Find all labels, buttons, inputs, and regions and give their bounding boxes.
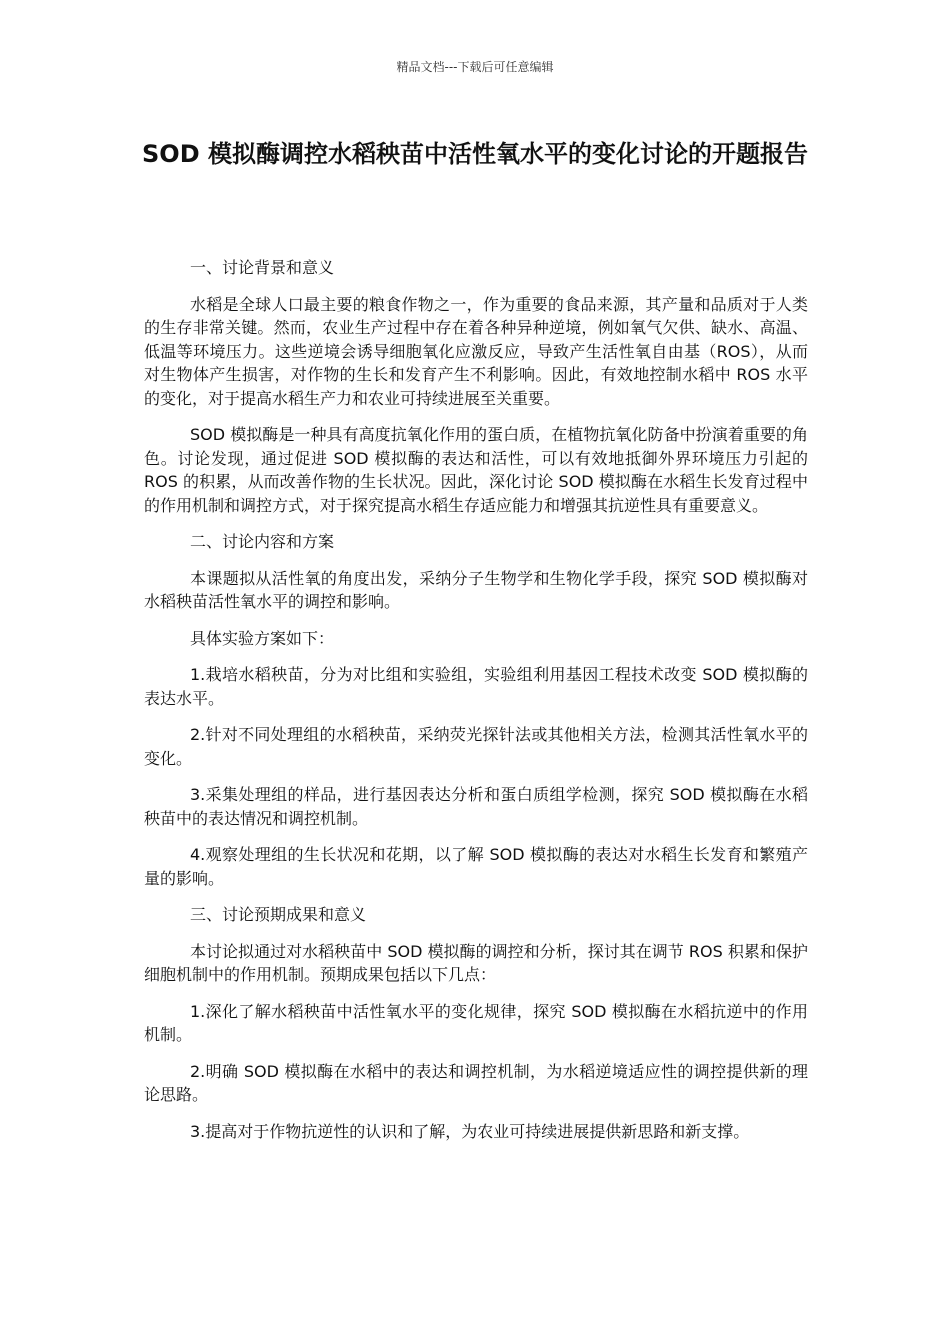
header-note: 精品文档---下载后可任意编辑 bbox=[396, 60, 554, 74]
list-item: 3.采集处理组的样品，进行基因表达分析和蛋白质组学检测，探究 SOD 模拟酶在水稻秧苗中的表达情况和调控机制。 bbox=[144, 785, 808, 828]
paragraph: 具体实验方案如下： bbox=[190, 628, 335, 648]
paragraph: 本课题拟从活性氧的角度出发，采纳分子生物学和生物化学手段，探究 SOD 模拟酶对水稻秧苗活性氧水平的调控和影响。 bbox=[144, 568, 808, 611]
list-item: 1.深化了解水稻秧苗中活性氧水平的变化规律，探究 SOD 模拟酶在水稻抗逆中的作用机制。 bbox=[144, 1001, 808, 1044]
list-item: 4.观察处理组的生长状况和花期，以了解 SOD 模拟酶的表达对水稻生长发育和繁殖产量的影响。 bbox=[144, 845, 808, 888]
list-item: 2.针对不同处理组的水稻秧苗，采纳荧光探针法或其他相关方法，检测其活性氧水平的变化。 bbox=[144, 725, 808, 768]
document-title: SOD 模拟酶调控水稻秧苗中活性氧水平的变化讨论的开题报告 bbox=[142, 140, 808, 168]
list-item: 2.明确 SOD 模拟酶在水稻中的表达和调控机制，为水稻逆境适应性的调控提供新的理论思路。 bbox=[144, 1061, 808, 1104]
section-heading: 一、讨论背景和意义 bbox=[190, 258, 335, 277]
paragraph: 本讨论拟通过对水稻秧苗中 SOD 模拟酶的调控和分析，探讨其在调节 ROS 积累和保护细胞机制中的作用机制。预期成果包括以下几点： bbox=[144, 941, 808, 984]
document-body bbox=[144, 256, 808, 1156]
list-item: 1.栽培水稻秧苗，分为对比组和实验组，实验组利用基因工程技术改变 SOD 模拟酶的表达水平。 bbox=[144, 665, 808, 708]
list-item: 3.提高对于作物抗逆性的认识和了解，为农业可持续进展提供新思路和新支撑。 bbox=[190, 1121, 750, 1141]
paragraph: SOD 模拟酶是一种具有高度抗氧化作用的蛋白质，在植物抗氧化防备中扮演着重要的角色。讨论发现，通过促进 SOD 模拟酶的表达和活性，可以有效地抵御外界环境压力引起的 ROS 的积累，从而改善作物的生长状况。因此，深化讨论 SOD 模拟酶在水稻生长发育过程中的作用机制和调控方式，对于探究提高水稻生存适应能力和增强其抗逆性具有重要意义。 bbox=[144, 425, 808, 515]
paragraph: 水稻是全球人口最主要的粮食作物之一，作为重要的食品来源，其产量和品质对于人类的生存非常关键。然而，农业生产过程中存在着各种异种逆境，例如氧气欠供、缺水、高温、低温等环境压力。这些逆境会诱导细胞氧化应激反应，导致产生活性氧自由基（ROS），从而对生物体产生损害，对作物的生长和发育产生不利影响。因此，有效地控制水稻中 ROS 水平的变化，对于提高水稻生产力和农业可持续进展至关重要。 bbox=[144, 294, 808, 408]
section-heading: 三、讨论预期成果和意义 bbox=[190, 905, 367, 924]
section-heading: 二、讨论内容和方案 bbox=[190, 532, 335, 551]
